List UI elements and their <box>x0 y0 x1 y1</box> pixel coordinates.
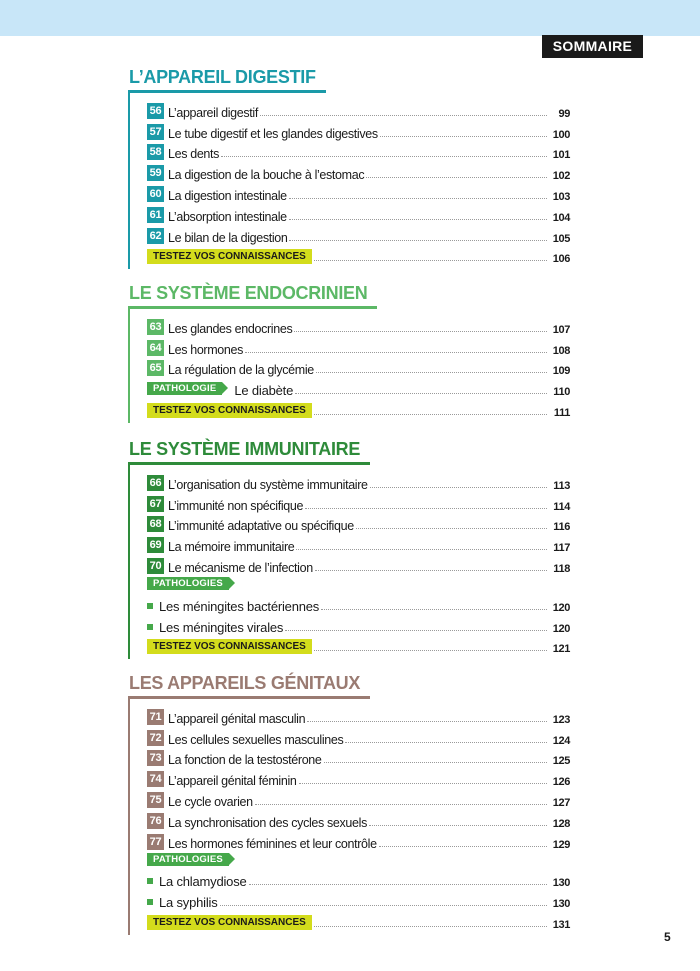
chapter-number-badge: 58 <box>147 144 164 160</box>
toc-entry-pathology[interactable] <box>147 869 570 890</box>
pathologies-heading <box>147 575 570 593</box>
quiz-label: TESTEZ VOS CONNAISSANCES <box>147 639 312 654</box>
pathologies-tag: PATHOLOGIES <box>147 577 229 590</box>
page-ref: 114 <box>553 500 570 513</box>
section-body <box>128 92 570 269</box>
quiz-label: TESTEZ VOS CONNAISSANCES <box>147 403 312 418</box>
entry-title: Les dents <box>168 147 220 162</box>
page-ref: 129 <box>552 838 570 851</box>
page-ref: 110 <box>553 386 570 399</box>
page-ref: 124 <box>552 734 570 747</box>
entry-title: Le mécanisme de l’infection <box>168 560 313 575</box>
toc-entry[interactable] <box>147 705 570 726</box>
page-ref: 111 <box>553 406 570 419</box>
pathologies-tag: PATHOLOGIES <box>147 853 229 866</box>
chapter-number-badge: 57 <box>147 124 164 140</box>
section-title: LE SYSTÈME ENDOCRINIEN <box>128 282 377 309</box>
chapter-number-badge: 71 <box>147 709 164 725</box>
chapter-number-badge: 63 <box>147 319 164 335</box>
page-ref: 120 <box>552 601 570 614</box>
dotted-leader <box>289 219 547 220</box>
entry-title: L’appareil génital féminin <box>168 774 297 789</box>
entry-title: La mémoire immunitaire <box>168 540 295 555</box>
dotted-leader <box>345 742 547 743</box>
dotted-leader <box>295 393 547 394</box>
entry-title: La fonction de la testostérone <box>168 753 322 768</box>
chapter-number-badge: 66 <box>147 475 164 491</box>
toc-entry-pathology[interactable] <box>147 614 570 635</box>
pathology-tag: PATHOLOGIE <box>147 382 222 395</box>
entry-title: Les hormones féminines et leur contrôle <box>168 836 377 851</box>
toc-entry[interactable] <box>147 809 570 830</box>
toc-entry[interactable] <box>147 99 570 120</box>
page-ref: 108 <box>552 344 570 357</box>
page-ref: 104 <box>552 211 570 224</box>
entry-title: Le cycle ovarien <box>168 794 253 809</box>
dotted-leader <box>249 884 547 885</box>
chapter-number-badge: 72 <box>147 730 164 746</box>
sommaire-header: SOMMAIRE <box>542 35 643 58</box>
entry-title: L’appareil génital masculin <box>168 711 306 726</box>
dotted-leader <box>321 609 547 610</box>
page-ref: 109 <box>552 365 570 378</box>
dotted-leader <box>324 762 547 763</box>
chapter-number-badge: 56 <box>147 103 164 119</box>
page-ref: 123 <box>552 713 570 726</box>
toc-entry[interactable] <box>147 747 570 768</box>
section-title: L’APPAREIL DIGESTIF <box>128 66 326 93</box>
toc-entry[interactable] <box>147 224 570 245</box>
dotted-leader <box>307 721 547 722</box>
dotted-leader <box>221 156 547 157</box>
section-body <box>128 464 570 659</box>
dotted-leader <box>366 177 547 178</box>
bullet-icon <box>147 899 153 905</box>
chapter-number-badge: 70 <box>147 558 164 574</box>
dotted-leader <box>314 414 547 415</box>
chapter-number-badge: 74 <box>147 771 164 787</box>
page-number: 5 <box>664 930 671 944</box>
dotted-leader <box>255 804 547 805</box>
chapter-number-badge: 77 <box>147 834 164 850</box>
dotted-leader <box>316 372 547 373</box>
quiz-label: TESTEZ VOS CONNAISSANCES <box>147 249 312 264</box>
section <box>128 672 570 935</box>
entry-title: La syphilis <box>159 895 218 911</box>
entry-title: La digestion intestinale <box>168 188 287 203</box>
page-ref: 105 <box>552 232 570 245</box>
toc-entry[interactable] <box>147 182 570 203</box>
toc-entry[interactable] <box>147 161 570 182</box>
entry-title: La synchronisation des cycles sexuels <box>168 815 367 830</box>
toc-entry[interactable] <box>147 141 570 162</box>
entry-title: Les glandes endocrines <box>168 321 293 336</box>
dotted-leader <box>356 528 547 529</box>
dotted-leader <box>285 630 547 631</box>
page-ref: 127 <box>552 796 570 809</box>
entry-title: L’organisation du système immunitaire <box>168 477 368 492</box>
dotted-leader <box>294 331 547 332</box>
entry-title: Les cellules sexuelles masculines <box>168 732 344 747</box>
toc-entry[interactable] <box>147 830 570 851</box>
dotted-leader <box>369 825 547 826</box>
chapter-number-badge: 62 <box>147 228 164 244</box>
entry-title: La digestion de la bouche à l’estomac <box>168 168 365 183</box>
dotted-leader <box>260 115 547 116</box>
toc-entry-quiz[interactable] <box>147 245 570 266</box>
section <box>128 282 570 423</box>
toc-entry[interactable] <box>147 767 570 788</box>
chapter-number-badge: 60 <box>147 186 164 202</box>
toc-entry[interactable] <box>147 471 570 492</box>
dotted-leader <box>299 783 548 784</box>
section-body <box>128 698 570 935</box>
page-ref: 130 <box>552 877 570 890</box>
entry-title: L’immunité non spécifique <box>168 498 304 513</box>
dotted-leader <box>314 260 547 261</box>
toc-entry[interactable] <box>147 533 570 554</box>
section <box>128 66 570 269</box>
chapter-number-badge: 67 <box>147 496 164 512</box>
toc-entry[interactable] <box>147 315 570 336</box>
section-title: LES APPAREILS GÉNITAUX <box>128 672 370 699</box>
page-ref: 121 <box>552 643 570 656</box>
dotted-leader <box>305 508 547 509</box>
page-ref: 117 <box>553 542 570 555</box>
page-ref: 107 <box>552 323 570 336</box>
entry-title: L’appareil digestif <box>168 105 258 120</box>
entry-title: La régulation de la glycémie <box>168 363 314 378</box>
chapter-number-badge: 68 <box>147 516 164 532</box>
page-ref: 120 <box>552 622 570 635</box>
toc-entry-quiz[interactable] <box>147 398 570 419</box>
bullet-icon <box>147 624 153 630</box>
toc-entry[interactable] <box>147 120 570 141</box>
chapter-number-badge: 73 <box>147 750 164 766</box>
toc-entry-quiz[interactable] <box>147 635 570 656</box>
page-ref: 99 <box>558 107 570 120</box>
entry-title: Le bilan de la digestion <box>168 230 288 245</box>
dotted-leader <box>379 846 547 847</box>
pathologies-heading <box>147 851 570 869</box>
page-ref: 101 <box>552 149 570 162</box>
chapter-number-badge: 76 <box>147 813 164 829</box>
dotted-leader <box>289 240 547 241</box>
entry-title: La chlamydiose <box>159 874 247 890</box>
dotted-leader <box>314 650 547 651</box>
toc-entry[interactable] <box>147 492 570 513</box>
chapter-number-badge: 69 <box>147 537 164 553</box>
dotted-leader <box>315 570 547 571</box>
toc-entry[interactable] <box>147 203 570 224</box>
bullet-icon <box>147 878 153 884</box>
toc-entry[interactable] <box>147 357 570 378</box>
bullet-icon <box>147 603 153 609</box>
page-ref: 126 <box>552 776 570 789</box>
entry-title: L’immunité adaptative ou spécifique <box>168 519 354 534</box>
entry-title: L’absorption intestinale <box>168 209 287 224</box>
chapter-number-badge: 75 <box>147 792 164 808</box>
page-ref: 106 <box>552 253 570 266</box>
section-title: LE SYSTÈME IMMUNITAIRE <box>128 438 370 465</box>
chapter-number-badge: 64 <box>147 340 164 356</box>
entry-title: Les méningites virales <box>159 619 284 635</box>
top-band <box>0 0 700 36</box>
toc-entry-pathology[interactable] <box>147 377 570 398</box>
entry-title: Le diabète <box>234 383 294 399</box>
section <box>128 438 570 659</box>
chapter-number-badge: 59 <box>147 165 164 181</box>
dotted-leader <box>370 487 547 488</box>
toc-entry-pathology[interactable] <box>147 593 570 614</box>
page-ref: 116 <box>553 521 570 534</box>
entry-title: Les hormones <box>168 342 244 357</box>
quiz-label: TESTEZ VOS CONNAISSANCES <box>147 915 312 930</box>
page-ref: 118 <box>553 562 570 575</box>
page-ref: 100 <box>552 128 570 141</box>
section-body <box>128 308 570 423</box>
chapter-number-badge: 65 <box>147 360 164 376</box>
page-ref: 113 <box>553 479 570 492</box>
toc-entry-quiz[interactable] <box>147 910 570 931</box>
page-ref: 125 <box>552 755 570 768</box>
page-ref: 130 <box>552 898 570 911</box>
toc-entry[interactable] <box>147 726 570 747</box>
dotted-leader <box>296 549 547 550</box>
entry-title: Les méningites bactériennes <box>159 598 320 614</box>
dotted-leader <box>289 198 547 199</box>
toc-entry[interactable] <box>147 513 570 534</box>
toc-entry[interactable] <box>147 788 570 809</box>
chapter-number-badge: 61 <box>147 207 164 223</box>
dotted-leader <box>220 905 548 906</box>
dotted-leader <box>245 352 547 353</box>
page-ref: 103 <box>552 190 570 203</box>
toc-entry-pathology[interactable] <box>147 889 570 910</box>
dotted-leader <box>314 926 547 927</box>
toc-entry[interactable] <box>147 554 570 575</box>
toc-entry[interactable] <box>147 336 570 357</box>
entry-title: Le tube digestif et les glandes digestives <box>168 126 378 141</box>
dotted-leader <box>380 136 547 137</box>
page-ref: 131 <box>552 918 570 931</box>
page-ref: 128 <box>552 817 570 830</box>
page-ref: 102 <box>552 170 570 183</box>
